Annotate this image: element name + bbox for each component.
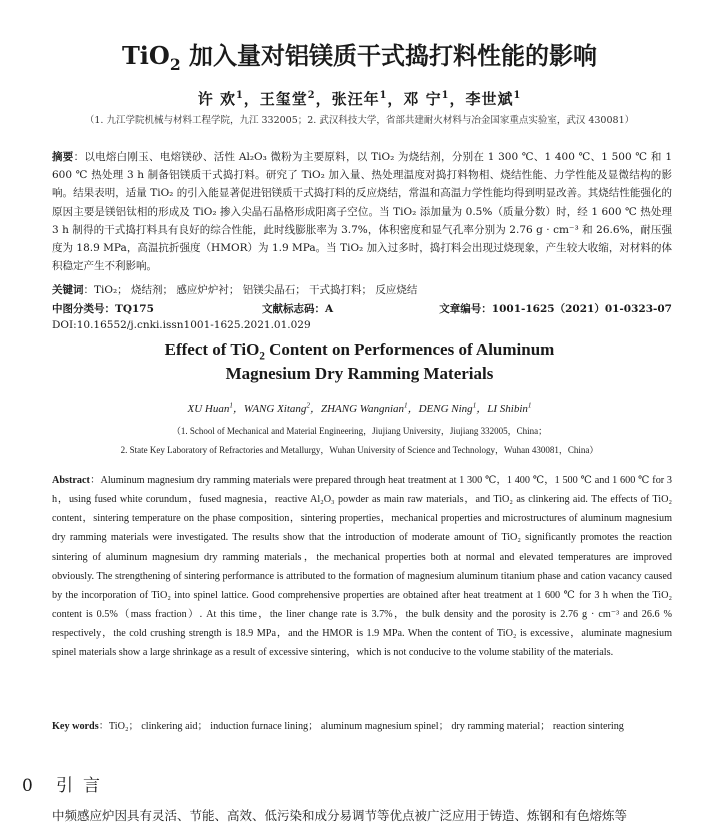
author: WANG Xitang$^2$ [243, 401, 310, 415]
english-authors: XU Huan$^1$，WANG Xitang$^2$，ZHANG Wangnian$^1$，DENG Ning$^1$，LI Shibin$^1$ [187, 401, 532, 415]
clc-number: 中图分类号：TQ175 [52, 303, 154, 315]
chinese-title: TiO$_2$ 加入量对铝镁质干式捣打料性能的影响 [121, 41, 598, 74]
author: 李世斌$^1$ [465, 90, 522, 108]
affiliation-line: （1. School of Mechanical and Material Engineering，Jiujiang University，Jiujiang 332005，China； [171, 426, 548, 436]
english-title-line-2: Magnesium Dry Ramming Materials [225, 364, 494, 383]
author: 张汪年$^1$ [331, 90, 388, 108]
english-title-line-1: Effect of TiO$_2$ Content on Performences of Aluminum [164, 340, 555, 363]
keywords-label: 关键词 [52, 284, 84, 296]
chinese-authors: 许 欢$^1$，王玺堂$^2$，张汪年$^1$，邓 宁$^1$，李世斌$^1$ [197, 90, 522, 108]
english-affiliation [0, 422, 719, 460]
author: LI Shibin$^1$ [487, 401, 532, 415]
author: 王玺堂$^2$ [259, 90, 316, 108]
section-heading [22, 771, 110, 796]
keywords-label: Key words [52, 721, 99, 732]
abstract-label: Abstract [52, 475, 90, 486]
chinese-affiliation: （1. 九江学院机械与材料工程学院，九江 332005；2. 武汉科技大学，省部共建耐火材料与冶金国家重点实验室，武汉 430081） [84, 115, 635, 126]
english-title [0, 338, 719, 386]
keywords-text: ：TiO₂； clinkering aid； induction furnace lining； aluminum magnesium spinel； dry ramming material； reaction sintering [98, 721, 624, 732]
section-number: 0 [22, 776, 33, 796]
english-abstract [52, 471, 672, 663]
author: 许 欢$^1$ [197, 90, 244, 108]
article-number: 文章编号：1001-1625（2021）01-0323-07 [439, 303, 672, 315]
abstract-label: 摘要 [52, 151, 74, 163]
english-keywords [52, 717, 672, 736]
keywords-text: ：TiO₂； 烧结剂； 感应炉炉衬； 铝镁尖晶石； 干式捣打料； 反应烧结 [83, 284, 418, 296]
abstract-text: ：以电熔白刚玉、电熔镁砂、活性 Al₂O₃ 微粉为主要原料，以 TiO₂ 为烧结剂，分别在 1 300 ℃、1 400 ℃、1 500 ℃ 和 1 600 ℃ 热处理 3 h 制备铝镁质干式捣打料。研究了 TiO₂ 加入量、热处理温度对捣打料物相、烧结性能、力学性能及显微结构的影响。结果表明，适量 TiO₂ 的引入能显著促进铝镁质干式捣打料的反应烧结，常温和高温力学性能均得到明显改善。其烧结性能强化的原因主要是镁铝钛相的形成及 TiO₂ 掺入尖晶石晶格形成阳离子空位。当 TiO₂ 添加量为 0.5%（质量分数）时，经 1 600 ℃ 热处理 3 h 制得的干式捣打料具有良好的综合性能，此时线膨胀率为 3.7%，体积密度和显气孔率分别为 2.76 g · cm⁻³ 和 26.6%，耐压强度为 18.9 MPa，高温抗折强度（HMOR）为 1.9 MPa。当 TiO₂ 加入过多时，捣打料会出现过烧现象，产生较大收缩，对材料的体积稳定产生不利影响。 [52, 151, 672, 273]
author: 邓 宁$^1$ [403, 90, 450, 108]
chinese-abstract [52, 148, 672, 275]
author: DENG Ning$^1$ [418, 401, 477, 415]
doi: DOI:10.16552/j.cnki.issn1001-1625.2021.01.029 [52, 319, 311, 331]
author: ZHANG Wangnian$^1$ [320, 401, 408, 415]
author: XU Huan$^1$ [187, 401, 233, 415]
affiliation-line: 2. State Key Laboratory of Refractories and Metallurgy，Wuhan University of Science and Technology，Wuhan 430081，China） [120, 445, 599, 455]
intro-paragraph: 中频感应炉因具有灵活、节能、高效、低污染和成分易调节等优点被广泛应用于铸造、炼钢和有色熔炼等 [52, 808, 628, 823]
document-code: 文献标志码：A [262, 303, 334, 315]
abstract-text: ：Aluminum magnesium dry ramming materials were prepared through heat treatment at 1 300 ℃，1 400 ℃，1 500 ℃ and 1 600 ℃ for 3 h，using fused white corundum，fused magnesia，reactive Al₂O₃ powder as main raw materials，and TiO₂ as clinkering aid. The effects of TiO₂ content，sintering temperature on the phase composition，sintering properties，mechanical properties and microstructures of aluminum magnesium dry ramming materials were investigated. The results show that the introduction of moderate amount of TiO₂ significantly promotes the reaction sintering of aluminum magnesium dry ramming materials，the mechanical properties both at normal and elevated temperatures are improved obviously. The strengthening of sintering performance is attributed to the formation of magnesium aluminum titanium phase and cation vacancy caused by the incorporation of TiO₂ into spinel lattice. Good comprehensive properties are obtained after heat treatment at 1 600 ℃ for 3 h when the TiO₂ content is 0.5%（mass fraction）. At this time，the liner change rate is 3.7%，the bulk density and the porosity is 2.76 g · cm⁻³ and 26.6 % respectively，the cold crushing strength is 18.9 MPa，and the HMOR is 1.9 MPa. When the content of TiO₂ is excessive，aluminate magnesium spinel materials show a large shrinkage as a result of excessive sintering，which is not conducive to the volume stability of the materials. [52, 475, 672, 659]
section-title: 引言 [56, 776, 110, 796]
chinese-keywords [52, 282, 672, 297]
